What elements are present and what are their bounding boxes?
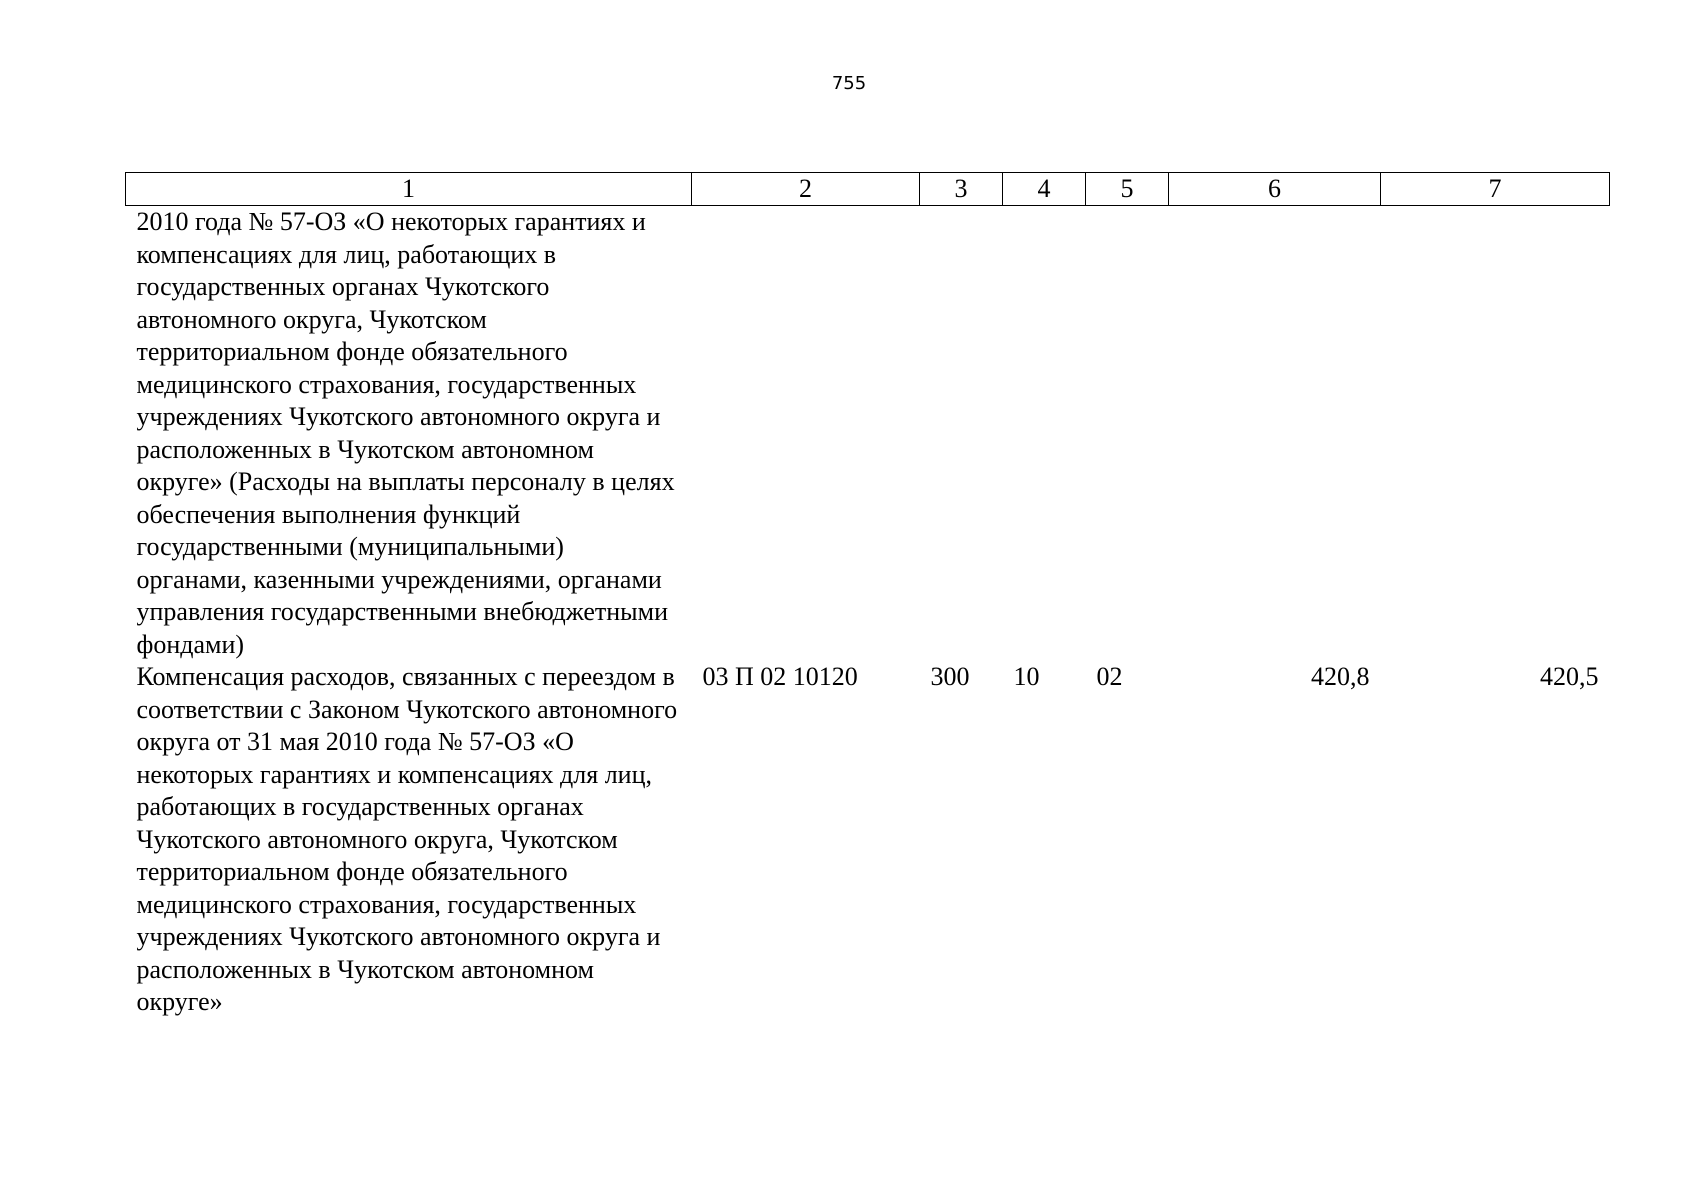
subsection-cell [1086,206,1169,662]
amount-cell-2 [1381,206,1610,662]
table-header [126,173,1610,206]
section-cell: 10 [1013,662,1040,691]
amount-cell-2: 420,5 [1540,662,1599,691]
budget-table [125,172,1610,1019]
target-article-code-cell: 03 П 02 10120 [702,662,858,691]
expense-type-cell [920,206,1003,662]
column-header-3: 3 [920,173,1003,206]
header-row [126,173,1610,206]
column-header-4: 4 [1003,173,1086,206]
page-number: 755 [831,73,867,94]
row-name-cell: Компенсация расходов, связанных с переездом в соответствии с Законом Чукотского автономного округа от 31 мая 2010 года № 57-ОЗ «О некоторых гарантиях и компенсациях для лиц, работающих в государственных органах Чукотского автономного округа, Чукотском территориальном фонде обязательного медицинского страхования, государственных учреждениях Чукотского автономного округа и расположенных в Чукотском автономном округе» [136,662,678,1016]
column-header-6: 6 [1169,173,1381,206]
amount-cell-1 [1169,206,1381,662]
amount-cell-1: 420,8 [1311,662,1370,691]
target-article-code-cell [692,206,920,662]
row-name-cell: 2010 года № 57-ОЗ «О некоторых гарантиях и компенсациях для лиц, работающих в государственных органах Чукотского автономного округа, Чукотском территориальном фонде обязательного медицинского страхования, государственных учреждениях Чукотского автономного округа и расположенных в Чукотском автономном округе» (Расходы на выплаты персоналу в целях обеспечения выполнения функций государственными (муниципальными) органами, казенными учреждениями, органами управления государственными внебюджетными фондами) [136,207,675,659]
table-row [126,206,1610,662]
subsection-cell: 02 [1096,662,1123,691]
table-row [126,661,1610,1019]
column-header-1: 1 [126,173,692,206]
column-header-5: 5 [1086,173,1169,206]
section-cell [1003,206,1086,662]
expense-type-cell: 300 [930,662,970,691]
column-header-7: 7 [1381,173,1610,206]
table-body [126,206,1610,1019]
column-header-2: 2 [692,173,920,206]
